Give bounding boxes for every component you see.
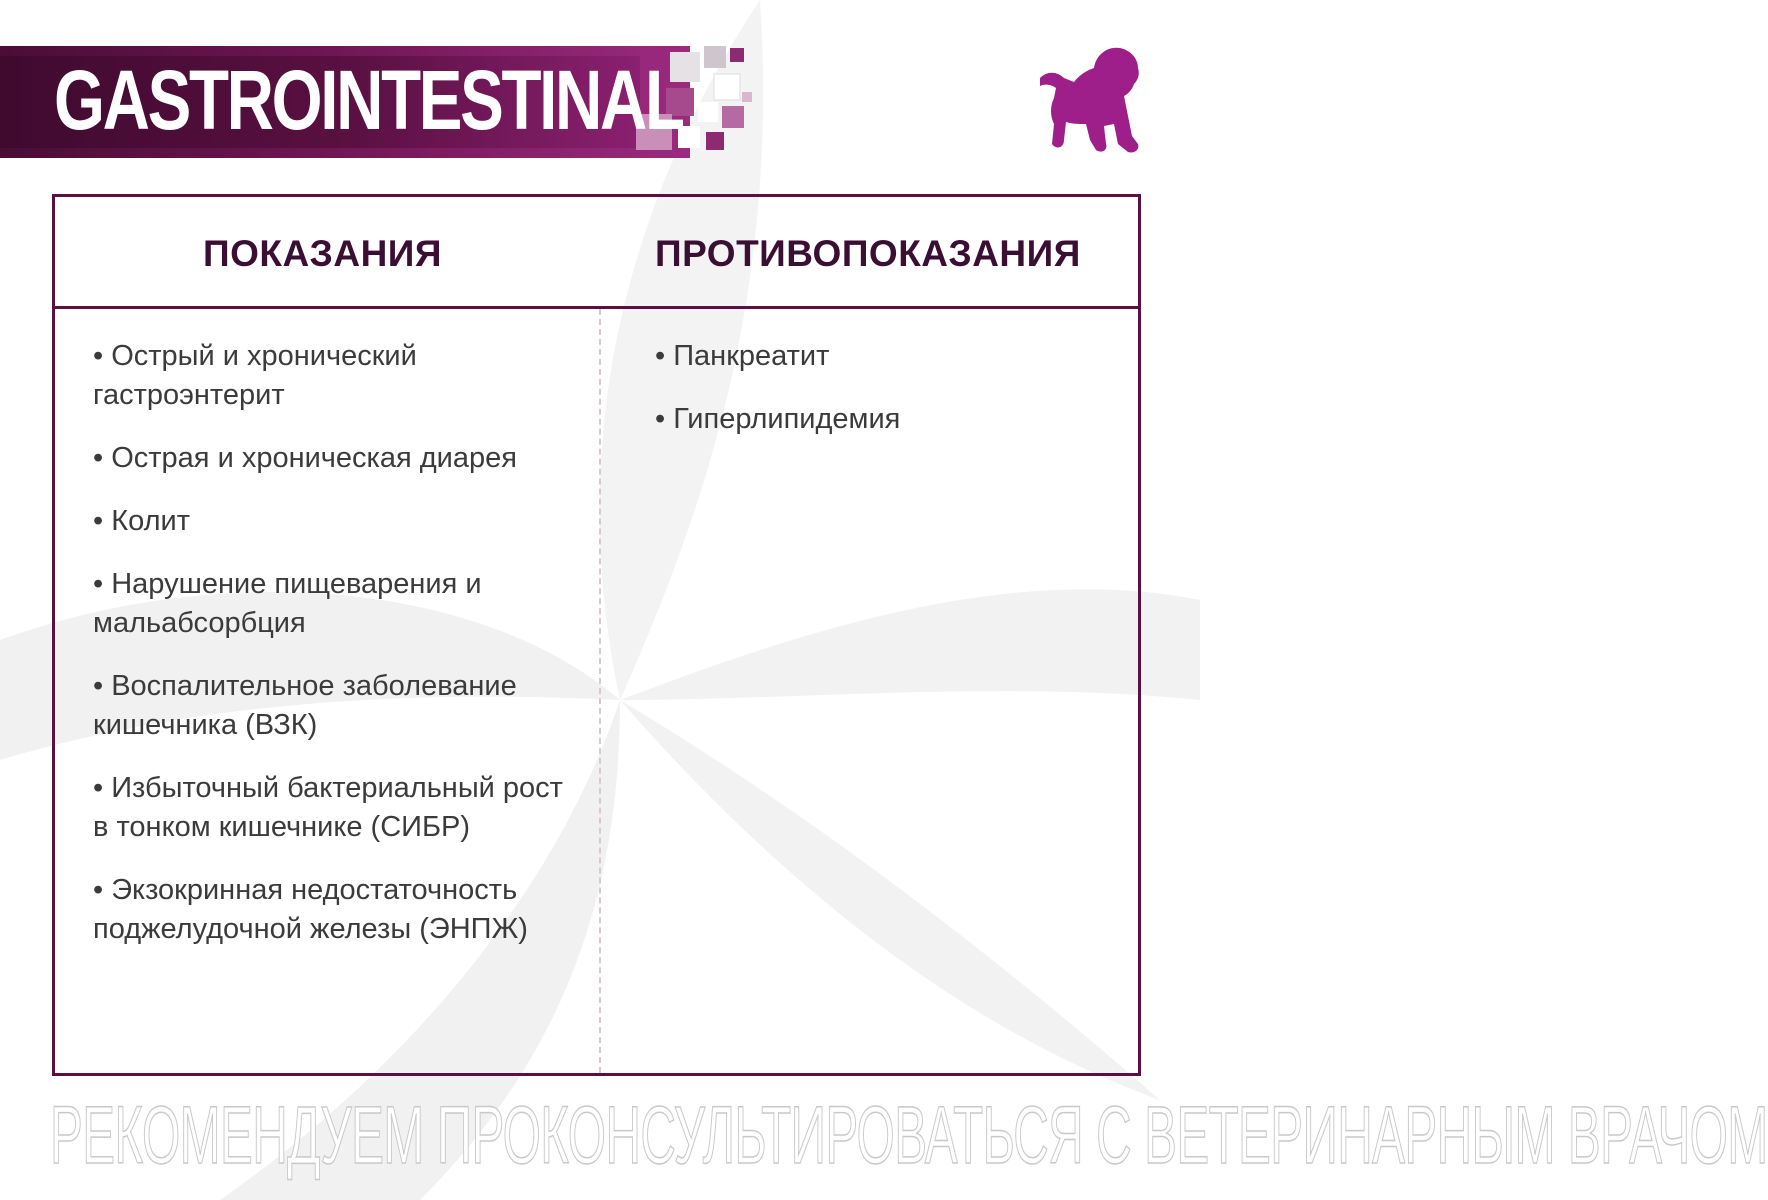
indication-item: • Колит	[93, 505, 190, 537]
contraindications-header: ПРОТИВОПОКАЗАНИЯ	[655, 233, 1081, 274]
contraindication-item: • Панкреатит	[655, 340, 830, 372]
indication-item: • Избыточный бактериальный рост в тонком кишечнике (СИБР)	[93, 772, 563, 843]
indication-item: • Острая и хроническая диарея	[93, 442, 517, 474]
indication-item: • Острый и хронический гастроэнтерит	[93, 340, 417, 411]
indication-item: • Воспалительное заболевание кишечника (ВЗК)	[93, 670, 517, 741]
column-divider	[599, 309, 601, 1073]
vet-consult-note: РЕКОМЕНДУЕМ ПРОКОНСУЛЬТИРОВАТЬСЯ С ВЕТЕРИНАРНЫМ ВРАЧОМ	[50, 1090, 1768, 1181]
indications-table	[52, 194, 1141, 1076]
contraindication-item: • Гиперлипидемия	[655, 403, 901, 435]
indications-list	[93, 337, 583, 973]
indication-item: • Нарушение пищеварения и мальабсорбция	[93, 568, 482, 639]
dog-silhouette-icon	[1034, 44, 1144, 160]
contraindications-list	[655, 337, 1095, 463]
banner-title: GASTROINTESTINAL	[54, 53, 683, 147]
indication-item: • Экзокринная недостаточность поджелудочной железы (ЭНПЖ)	[93, 874, 528, 945]
indications-header: ПОКАЗАНИЯ	[203, 233, 442, 274]
table-header-row	[55, 197, 1138, 309]
